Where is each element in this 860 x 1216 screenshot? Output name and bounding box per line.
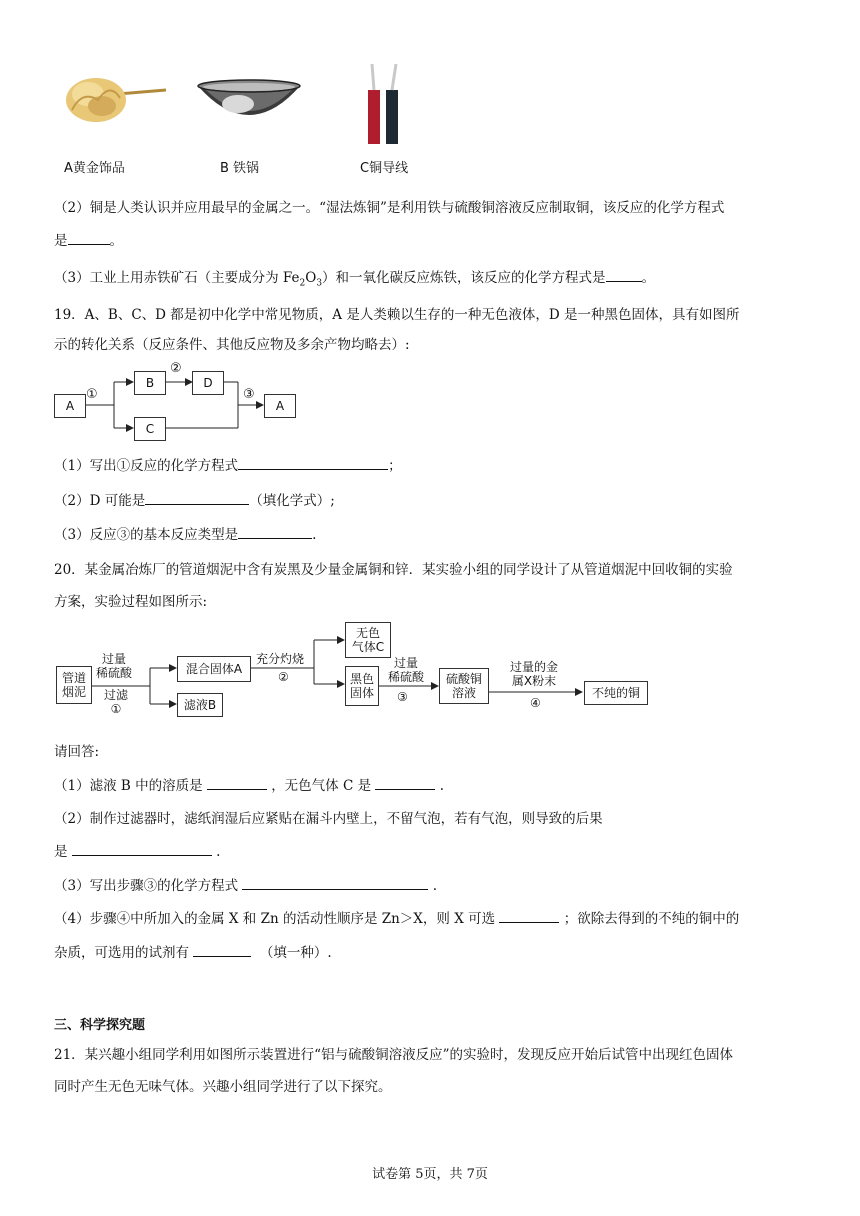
q20-sub2-line2 [54,840,220,860]
q19-sub1-end: ； [388,458,402,474]
q19-sub3-text: （3）反应③的基本反应类型是 [54,527,239,543]
q20-sub3-end: . [432,878,437,894]
answer-blank[interactable] [238,458,388,470]
q19-sub2-end: （填化学式）; [249,493,335,509]
arrow3-reagent-line2: 稀硫酸 [388,670,425,684]
q21-stem-line2: 同时产生无色无味气体。兴趣小组同学进行了以下探究。 [54,1079,392,1095]
arrow1-operation [104,688,128,716]
arrow4-step-number: ④ [530,696,541,710]
answer-blank[interactable] [193,945,251,957]
page-footer: 试卷第 5页，共 7页 [372,1167,488,1182]
q20-sub2-end: . [216,844,221,860]
node-black-line1: 黑色 [349,672,374,686]
q21-stem-line1: 21．某兴趣小组同学利用如图所示装置进行“铝与硫酸铜溶液反应”的实验时，发现反应开始后试管中出现红色固体 [54,1047,733,1063]
node-c: C [134,417,166,441]
q20-sub4-line2 [54,941,332,961]
arrow1-step-number: ① [110,702,122,716]
q18-part3-line [54,266,655,289]
step-3-label: ③ [243,387,255,402]
caption-iron-wok: B 铁锅 [220,161,260,176]
q20-sub4-pre: （4）步骤④中所加入的金属 X 和 Zn 的活动性顺序是 Zn＞X，则 X 可选 [54,911,496,927]
fe2o3-sub-3: 3 [316,278,323,289]
q20-sub1-pre: （1）滤液 B 中的溶质是 [54,778,203,794]
q19-sub1-text: （1）写出①反应的化学方程式 [54,458,239,474]
node-flue-sludge [56,666,92,704]
q19-sub1 [54,454,402,474]
node-mixed-solid-a: 混合固体A [177,656,251,682]
answer-blank[interactable] [242,878,428,890]
caption-gold-ornament: A黄金饰品 [64,161,125,176]
node-colorless-gas-c [345,622,391,658]
q19-sub2 [54,489,335,509]
answer-blank[interactable] [68,233,110,245]
q20-sub1-end: . [439,778,444,794]
q18-part3-end: 。 [641,270,656,286]
q20-process-flowchart [52,618,682,730]
q19-sub3 [54,523,316,543]
node-filtrate-b: 滤液B [177,693,223,717]
arrow1-reagent-line2: 稀硫酸 [96,666,133,680]
arrow2-operation: 充分灼烧 [256,652,305,666]
arrow3-step-number: ③ [397,690,408,704]
arrow3-reagent-line1: 过量 [394,656,419,670]
node-black-line2: 固体 [349,686,374,700]
q18-part3-o: O [305,270,317,286]
gold-ornament-image [58,70,168,130]
node-a-end: A [264,394,296,418]
q20-sub4-mid: ；欲除去得到的不纯的铜中的 [563,911,740,927]
answer-blank[interactable] [145,493,249,505]
q19-sub3-end: . [312,527,317,543]
q20-stem-line2: 方案，实验过程如图所示: [54,594,208,610]
q20-stem-line1: 20．某金属冶炼厂的管道烟泥中含有炭黑及少量金属铜和锌．某实验小组的同学设计了从管道烟泥中回收铜的实验 [54,562,733,578]
arrow4-reagent-line1: 过量的金 [510,660,559,674]
q20-sub3-pre: （3）写出步骤③的化学方程式 [54,878,239,894]
node-a-start: A [54,394,86,418]
q20-sub4-line2-end: （填一种）. [259,945,332,961]
node-flue-sludge-line1: 管道 [61,671,86,685]
node-black-solid [345,666,379,706]
arrow1-operation-line1: 过滤 [104,688,129,702]
caption-copper-wire: C铜导线 [360,161,409,176]
fe2o3-sub-2: 2 [299,278,306,289]
answer-blank[interactable] [238,527,312,539]
q20-sub4-line1 [54,907,739,927]
arrow1-reagent [96,652,132,680]
q20-sub2-line1: （2）制作过滤器时，滤纸润湿后应紧贴在漏斗内壁上，不留气泡，若有气泡，则导致的后果 [54,811,603,827]
arrow3-reagent [388,656,424,684]
answer-blank[interactable] [606,270,642,282]
q20-sub1 [54,774,444,794]
answer-blank[interactable] [499,911,559,923]
arrow4-reagent [510,660,558,688]
arrow2-step-number: ② [278,670,289,684]
node-impure-copper: 不纯的铜 [584,681,648,705]
q20-sub1-mid: ，无色气体 C 是 [271,778,372,794]
node-gas-line2: 气体C [351,640,385,654]
q20-sub3 [54,874,437,894]
q19-transformation-diagram [50,360,310,445]
step-1-label: ① [86,387,98,402]
answer-blank[interactable] [72,844,212,856]
q18-part2-end: 。 [109,233,123,249]
node-cuso4-line1: 硫酸铜 [445,672,482,686]
q19-stem-line1: 19．A、B、C、D 都是初中化学中常见物质，A 是人类赖以生存的一种无色液体，D 是一种黑色固体，具有如图所 [54,307,740,323]
answer-blank[interactable] [375,778,435,790]
q18-part2-line2 [54,229,123,249]
q18-part3-post: ）和一氧化碳反应炼铁，该反应的化学方程式是 [322,270,606,286]
q19-sub2-text: （2）D 可能是 [54,493,146,509]
q20-sub4-line2-pre: 杂质，可选用的试剂有 [54,945,189,961]
q18-part3-pre: （3）工业上用赤铁矿石（主要成分为 Fe [54,270,300,286]
node-flue-sludge-line2: 烟泥 [61,685,86,699]
node-d: D [192,371,224,395]
section-heading-science-inquiry: 三、科学探究题 [54,1018,146,1033]
q20-please-answer: 请回答: [54,744,100,760]
step-2-label: ② [170,361,182,376]
q19-stem-line2: 示的转化关系（反应条件、其他反应物及多余产物均略去）: [54,337,410,353]
node-cuso4-line2: 溶液 [451,686,476,700]
copper-wire-image [362,64,410,144]
node-gas-line1: 无色 [355,626,380,640]
answer-blank[interactable] [207,778,267,790]
node-copper-sulfate-solution [439,668,489,704]
iron-wok-image [196,74,302,136]
q18-part2-line1: （2）铜是人类认识并应用最早的金属之一。“湿法炼铜”是利用铁与硫酸铜溶液反应制取铜，该反应的化学方程式 [54,200,725,216]
node-b: B [134,371,166,395]
arrow4-reagent-line2: 属X粉末 [511,674,557,688]
q18-part2-prefix: 是 [54,233,68,249]
q20-sub2-prefix: 是 [54,844,68,860]
arrow1-reagent-line1: 过量 [102,652,127,666]
